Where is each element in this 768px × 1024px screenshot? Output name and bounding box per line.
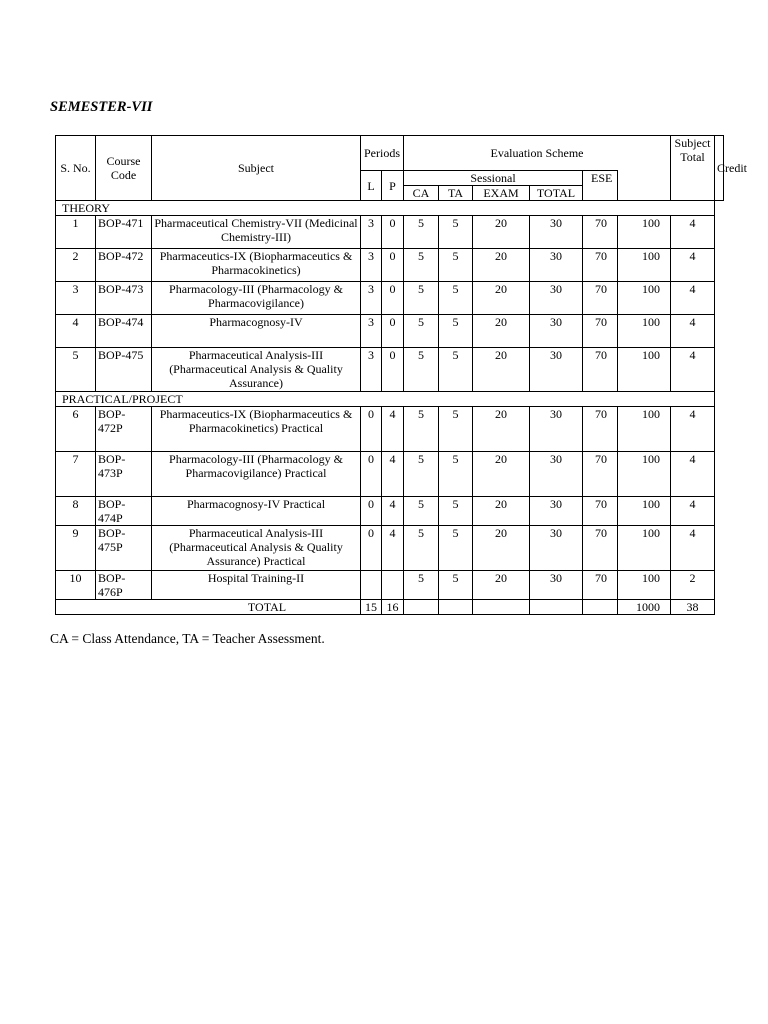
cell-p: 0 [382,282,404,315]
header-ca: CA [404,186,439,201]
cell-code: BOP-472 [96,249,152,282]
cell-ca: 5 [404,348,439,392]
cell-sno: 3 [56,282,96,315]
cell-credit: 4 [671,348,715,392]
cell-subject-total: 100 [618,348,671,392]
cell-subject: Hospital Training-II [152,571,361,600]
cell-code: BOP-475 [96,348,152,392]
cell-code: BOP-471 [96,216,152,249]
cell-ta: 5 [439,348,473,392]
cell-p: 0 [382,315,404,348]
cell-code: BOP-474P [96,497,152,526]
cell-ta: 5 [439,407,473,452]
total-ta [439,600,473,615]
cell-total: 30 [530,497,583,526]
cell-subject-total: 100 [618,249,671,282]
cell-l: 0 [361,407,382,452]
cell-p: 4 [382,526,404,571]
cell-exam: 20 [473,216,530,249]
cell-exam: 20 [473,348,530,392]
cell-subject: Pharmacology-III (Pharmacology & Pharmacovigilance) Practical [152,452,361,497]
cell-code: BOP-473P [96,452,152,497]
cell-exam: 20 [473,315,530,348]
cell-total: 30 [530,249,583,282]
cell-subject: Pharmaceutics-IX (Biopharmaceutics & Pharmacokinetics) [152,249,361,282]
cell-ese: 70 [583,452,618,497]
cell-total: 30 [530,571,583,600]
cell-code: BOP-475P [96,526,152,571]
cell-exam: 20 [473,571,530,600]
header-subject-total: Subject Total [671,136,715,201]
cell-ca: 5 [404,571,439,600]
cell-total: 30 [530,526,583,571]
cell-p: 0 [382,348,404,392]
cell-credit: 4 [671,249,715,282]
cell-ca: 5 [404,315,439,348]
cell-ese: 70 [583,216,618,249]
cell-ese: 70 [583,348,618,392]
cell-ca: 5 [404,282,439,315]
cell-subject-total: 100 [618,216,671,249]
cell-subject-total: 100 [618,497,671,526]
cell-exam: 20 [473,249,530,282]
cell-ta: 5 [439,249,473,282]
page-title: SEMESTER-VII [50,99,153,115]
header-subject: Subject [152,136,361,201]
table-row [56,216,724,249]
cell-ese: 70 [583,497,618,526]
cell-credit: 4 [671,526,715,571]
cell-p: 0 [382,216,404,249]
cell-ta: 5 [439,452,473,497]
cell-ta: 5 [439,282,473,315]
section-practical-row [56,392,724,407]
cell-credit: 4 [671,315,715,348]
cell-l: 3 [361,348,382,392]
cell-l: 3 [361,249,382,282]
footnote: CA = Class Attendance, TA = Teacher Assessment. [50,631,325,646]
header-evaluation-scheme: Evaluation Scheme [404,136,671,171]
cell-total: 30 [530,407,583,452]
total-credit: 38 [671,600,715,615]
header-sessional: Sessional [404,171,583,186]
cell-sno: 10 [56,571,96,600]
cell-ca: 5 [404,216,439,249]
cell-sno: 5 [56,348,96,392]
table-row [56,497,724,526]
cell-subject-total: 100 [618,315,671,348]
cell-subject-total: 100 [618,571,671,600]
course-scheme-table [55,135,748,615]
cell-ta: 5 [439,571,473,600]
cell-credit: 2 [671,571,715,600]
total-sessional [530,600,583,615]
table-row [56,315,724,348]
header-periods: Periods [361,136,404,171]
cell-ese: 70 [583,315,618,348]
cell-ta: 5 [439,497,473,526]
cell-sno: 2 [56,249,96,282]
cell-subject: Pharmacognosy-IV Practical [152,497,361,526]
cell-total: 30 [530,348,583,392]
cell-l: 3 [361,315,382,348]
total-row [56,600,724,615]
header-l: L [361,171,382,201]
cell-l: 0 [361,526,382,571]
cell-ta: 5 [439,216,473,249]
cell-code: BOP-472P [96,407,152,452]
cell-credit: 4 [671,282,715,315]
cell-total: 30 [530,315,583,348]
header-total: TOTAL [530,186,583,201]
total-p: 16 [382,600,404,615]
cell-subject: Pharmaceutics-IX (Biopharmaceutics & Pharmacokinetics) Practical [152,407,361,452]
cell-ese: 70 [583,407,618,452]
cell-sno: 6 [56,407,96,452]
cell-credit: 4 [671,497,715,526]
cell-l [361,571,382,600]
cell-total: 30 [530,452,583,497]
cell-subject: Pharmacognosy-IV [152,315,361,348]
cell-ca: 5 [404,452,439,497]
cell-p: 4 [382,497,404,526]
total-exam [473,600,530,615]
cell-ese: 70 [583,571,618,600]
cell-subject: Pharmaceutical Analysis-III (Pharmaceutical Analysis & Quality Assurance) Practical [152,526,361,571]
total-ese [583,600,618,615]
section-theory-row [56,201,724,216]
cell-total: 30 [530,282,583,315]
cell-ca: 5 [404,526,439,571]
cell-ca: 5 [404,407,439,452]
cell-total: 30 [530,216,583,249]
cell-subject: Pharmaceutical Analysis-III (Pharmaceutical Analysis & Quality Assurance) [152,348,361,392]
cell-subject-total: 100 [618,452,671,497]
cell-ese: 70 [583,526,618,571]
cell-credit: 4 [671,216,715,249]
cell-l: 3 [361,216,382,249]
cell-code: BOP-473 [96,282,152,315]
table-row [56,452,724,497]
total-l: 15 [361,600,382,615]
header-sno: S. No. [56,136,96,201]
section-theory-label: THEORY [56,201,715,216]
cell-ta: 5 [439,526,473,571]
header-ese: ESE [583,171,618,201]
cell-p: 4 [382,407,404,452]
header-exam: EXAM [473,186,530,201]
cell-sno: 7 [56,452,96,497]
table-row [56,282,724,315]
cell-l: 0 [361,497,382,526]
cell-exam: 20 [473,407,530,452]
cell-ca: 5 [404,497,439,526]
cell-credit: 4 [671,452,715,497]
cell-p [382,571,404,600]
section-practical-label: PRACTICAL/PROJECT [56,392,715,407]
table-row [56,571,724,600]
cell-code: BOP-474 [96,315,152,348]
header-p: P [382,171,404,201]
cell-ca: 5 [404,249,439,282]
cell-subject-total: 100 [618,407,671,452]
total-ca [404,600,439,615]
table-row [56,348,724,392]
total-label: TOTAL [56,600,361,615]
header-ta: TA [439,186,473,201]
cell-subject: Pharmaceutical Chemistry-VII (Medicinal Chemistry-III) [152,216,361,249]
total-subject-total: 1000 [618,600,671,615]
cell-code: BOP-476P [96,571,152,600]
cell-sno: 8 [56,497,96,526]
cell-p: 4 [382,452,404,497]
header-course-code: Course Code [96,136,152,201]
cell-exam: 20 [473,497,530,526]
cell-exam: 20 [473,526,530,571]
cell-l: 3 [361,282,382,315]
cell-exam: 20 [473,452,530,497]
table-row [56,249,724,282]
table-row [56,407,724,452]
cell-exam: 20 [473,282,530,315]
cell-subject-total: 100 [618,526,671,571]
cell-subject: Pharmacology-III (Pharmacology & Pharmacovigilance) [152,282,361,315]
cell-credit: 4 [671,407,715,452]
cell-ese: 70 [583,282,618,315]
cell-l: 0 [361,452,382,497]
cell-sno: 9 [56,526,96,571]
header-credit: Credit [715,136,724,201]
cell-p: 0 [382,249,404,282]
table-row [56,526,724,571]
cell-ta: 5 [439,315,473,348]
cell-sno: 1 [56,216,96,249]
cell-ese: 70 [583,249,618,282]
cell-subject-total: 100 [618,282,671,315]
cell-sno: 4 [56,315,96,348]
